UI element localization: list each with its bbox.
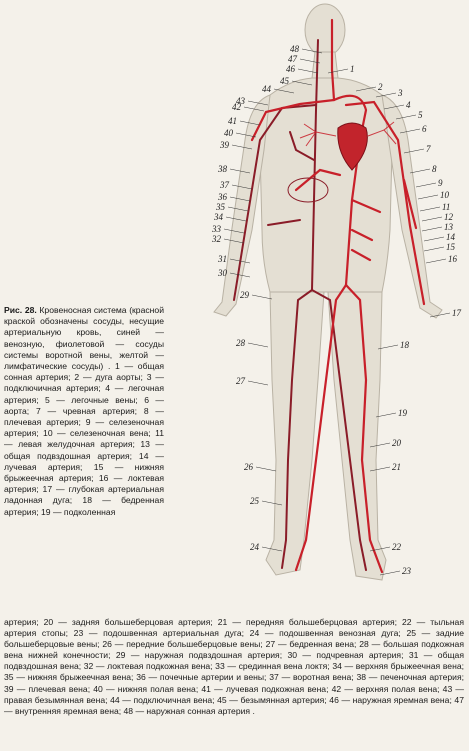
label-leader-10 — [418, 195, 438, 199]
label-number-44: 44 — [262, 84, 271, 94]
label-number-35: 35 — [216, 202, 225, 212]
label-number-17: 17 — [452, 308, 461, 318]
figure-caption — [4, 305, 164, 518]
label-leader-11 — [420, 207, 440, 211]
label-number-27: 27 — [236, 376, 245, 386]
label-number-15: 15 — [446, 242, 455, 252]
label-number-14: 14 — [446, 232, 455, 242]
label-leader-9 — [416, 183, 436, 187]
label-leader-28 — [248, 343, 268, 347]
label-number-37: 37 — [220, 180, 229, 190]
caption-text: Кровеносная система (красной краской обозначены сосуды, несущие артериальную кровь, синей — венозную, фиолетовой — сосуды системы воротной вены, желтой — лимфатические сосуды) . 1 — общая сонная артерия; 2 — дуга аорты; 3 — подключичная артерия; 4 — легочная артерия; 5 — легочные вены; 6 — аорта; 7 — чревная артерия; 8 — плечевая артерия; 9 — селезеночная артерия; 10 — селезеночная вена; 11 — левая желудочная артерия; 13 — общая подвздошная артерия; 14 — лучевая артерия; 15 — нижняя брыжеечная артерия; 16 — локтевая артерия; 17 — глубокая артериальная ладонная дуга; 18 — бедренная артерия; 19 — подколенная — [4, 305, 164, 517]
label-number-39: 39 — [220, 140, 229, 150]
label-number-23: 23 — [402, 566, 411, 576]
label-leader-8 — [410, 169, 430, 173]
label-number-7: 7 — [426, 144, 431, 154]
label-number-5: 5 — [418, 110, 423, 120]
label-number-36: 36 — [218, 192, 227, 202]
label-leader-26 — [256, 467, 276, 471]
label-number-8: 8 — [432, 164, 437, 174]
label-number-6: 6 — [422, 124, 427, 134]
legend-continuation: артерия; 20 — задняя большеберцовая артерия; 21 — передняя большеберцовая артерия; 22 — тыльная артерия стопы; 23 — подошвенная артериальная дуга; 24 — подошвенная венозная дуга; 25 — задние большеберцовые вены; 26 — передние большеберцовые вены; 27 — бедренная вена; 28 — большая подкожная вена нижней конечности; 29 — наружная подвздошная артерия; 30 — подчревная артерия; 31 — общая подвздошная вена; 32 — локтевая подкожная вена; 33 — срединная вена локтя; 34 — верхняя брыжеечная вена; 35 — нижняя брыжеечная вена; 36 — почечные артерии и вены; 37 — воротная вена; 38 — печеночная артерия; 39 — плечевая вена; 40 — нижняя полая вена; 41 — лучевая подкожная вена; 42 — верхняя полая вена; 43 — правая безымянная вена; 44 — подключичная вена; 45 — безымянная артерия; 46 — наружная яремная вена; 47 — внутренняя яремная вена; 48 — наружная сонная артерия . — [4, 617, 464, 716]
caption-title: Рис. 28. — [4, 305, 37, 315]
label-number-21: 21 — [392, 462, 401, 472]
label-leader-15 — [424, 247, 444, 251]
label-number-34: 34 — [214, 212, 223, 222]
label-leader-16 — [426, 259, 446, 263]
label-leader-29 — [252, 295, 272, 299]
label-leader-27 — [248, 381, 268, 385]
label-number-45: 45 — [280, 76, 289, 86]
label-number-33: 33 — [212, 224, 221, 234]
label-number-46: 46 — [286, 64, 295, 74]
label-number-24: 24 — [250, 542, 259, 552]
label-number-43: 43 — [236, 96, 245, 106]
label-number-48: 48 — [290, 44, 299, 54]
label-number-11: 11 — [442, 202, 451, 212]
label-number-25: 25 — [250, 496, 259, 506]
label-number-20: 20 — [392, 438, 401, 448]
label-number-16: 16 — [448, 254, 457, 264]
label-number-10: 10 — [440, 190, 449, 200]
label-number-30: 30 — [218, 268, 227, 278]
label-number-40: 40 — [224, 128, 233, 138]
label-number-9: 9 — [438, 178, 443, 188]
label-number-22: 22 — [392, 542, 401, 552]
label-number-12: 12 — [444, 212, 453, 222]
label-number-4: 4 — [406, 100, 411, 110]
label-number-3: 3 — [398, 88, 403, 98]
label-number-41: 41 — [228, 116, 237, 126]
label-leader-12 — [422, 217, 442, 221]
label-leader-19 — [376, 413, 396, 417]
label-number-38: 38 — [218, 164, 227, 174]
label-number-28: 28 — [236, 338, 245, 348]
label-number-47: 47 — [288, 54, 297, 64]
label-number-1: 1 — [350, 64, 355, 74]
label-number-32: 32 — [212, 234, 221, 244]
label-number-13: 13 — [444, 222, 453, 232]
label-number-31: 31 — [218, 254, 227, 264]
label-number-29: 29 — [240, 290, 249, 300]
label-number-18: 18 — [400, 340, 409, 350]
label-leader-13 — [422, 227, 442, 231]
label-leader-14 — [424, 237, 444, 241]
label-number-26: 26 — [244, 462, 253, 472]
label-number-2: 2 — [378, 82, 383, 92]
label-number-19: 19 — [398, 408, 407, 418]
label-number-42: 42 — [232, 102, 241, 112]
